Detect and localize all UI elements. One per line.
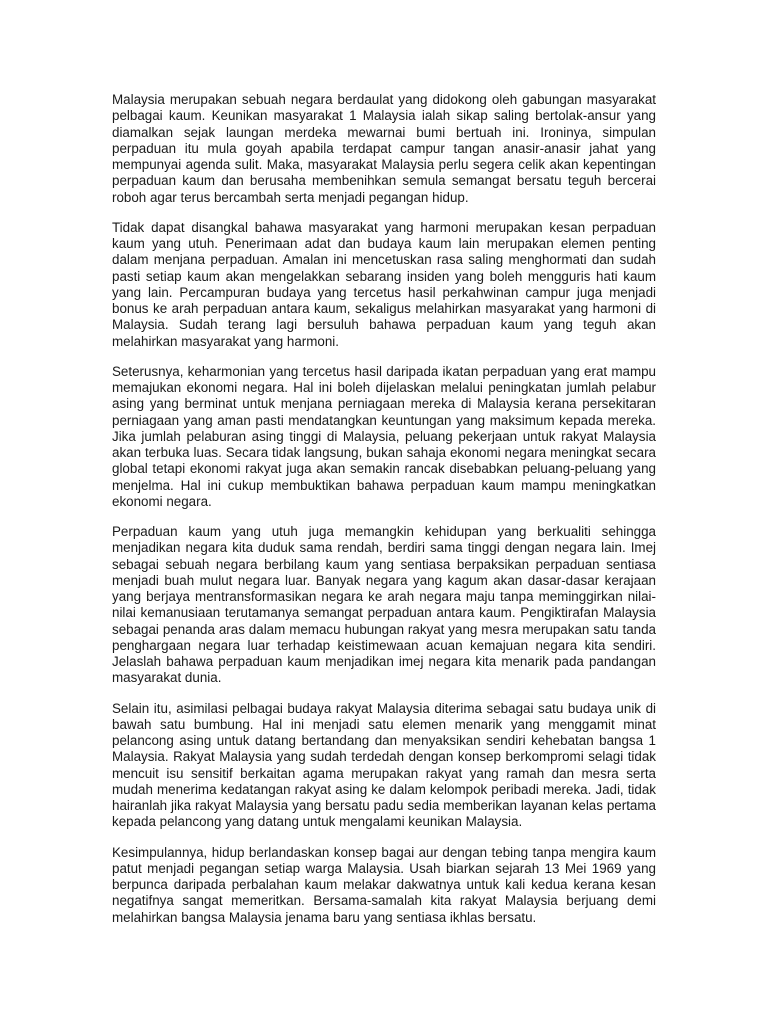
paragraph-imej-negara: Perpaduan kaum yang utuh juga memangkin kehidupan yang berkualiti sehingga menjadikan negara kita duduk sama rendah, berdiri sama tinggi dengan negara lain. Imej sebagai sebuah negara berbilang kaum yang sentiasa berpaksikan perpaduan sentiasa menjadi buah mulut negara luar. Banyak negara yang kagum akan dasar-dasar kerajaan yang berjaya mentransformasikan negara ke arah negara maju tanpa meminggirkan nilai-nilai kemanusiaan terutamanya semangat perpaduan antara kaum. Pengiktirafan Malaysia sebagai penanda aras dalam memacu hubungan rakyat yang mesra merupakan satu tanda penghargaan negara luar terhadap keistimewaan acuan kemajuan negara kita sendiri. Jelaslah bahawa perpaduan kaum menjadikan imej negara kita menarik pada pandangan masyarakat dunia. (112, 524, 656, 686)
document-page (112, 92, 656, 940)
paragraph-introduction: Malaysia merupakan sebuah negara berdaulat yang didokong oleh gabungan masyarakat pelbagai kaum. Keunikan masyarakat 1 Malaysia ialah sikap saling bertolak-ansur yang diamalkan sejak laungan merdeka mewarnai bumi bertuah ini. Ironinya, simpulan perpaduan itu mula goyah apabila terdapat campur tangan anasir-anasir jahat yang mempunyai agenda sulit. Maka, masyarakat Malaysia perlu segera celik akan kepentingan perpaduan kaum dan berusaha membenihkan semula semangat bersatu teguh bercerai roboh agar terus bercambah serta menjadi pegangan hidup. (112, 92, 656, 205)
paragraph-pelancongan: Selain itu, asimilasi pelbagai budaya rakyat Malaysia diterima sebagai satu budaya unik di bawah satu bumbung. Hal ini menjadi satu elemen menarik yang menggamit minat pelancong asing untuk datang bertandang dan menyaksikan sendiri kehebatan bangsa 1 Malaysia. Rakyat Malaysia yang sudah terdedah dengan konsep berkompromi selagi tidak mencuit isu sensitif berkaitan agama merupakan rakyat yang ramah dan mesra serta mudah menerima kedatangan rakyat asing ke dalam kelompok peribadi mereka. Jadi, tidak hairanlah jika rakyat Malaysia yang bersatu padu sedia memberikan layanan kelas pertama kepada pelancong yang datang untuk mengalami keunikan Malaysia. (112, 700, 656, 830)
paragraph-kesimpulan: Kesimpulannya, hidup berlandaskan konsep bagai aur dengan tebing tanpa mengira kaum patut menjadi pegangan setiap warga Malaysia. Usah biarkan sejarah 13 Mei 1969 yang berpunca daripada perbalahan kaum melakar dakwatnya untuk kali kedua kerana kesan negatifnya sangat memeritkan. Bersama-samalah kita rakyat Malaysia berjuang demi melahirkan bangsa Malaysia jenama baru yang sentiasa ikhlas bersatu. (112, 844, 656, 925)
paragraph-harmoni: Tidak dapat disangkal bahawa masyarakat yang harmoni merupakan kesan perpaduan kaum yang utuh. Penerimaan adat dan budaya kaum lain merupakan elemen penting dalam menjana perpaduan. Amalan ini mencetuskan rasa saling menghormati dan sudah pasti setiap kaum akan mengelakkan sebarang insiden yang boleh mengguris hati kaum yang lain. Percampuran budaya yang tercetus hasil perkahwinan campur juga menjadi bonus ke arah perpaduan antara kaum, sekaligus melahirkan masyarakat yang harmoni di Malaysia. Sudah terang lagi bersuluh bahawa perpaduan kaum yang teguh akan melahirkan masyarakat yang harmoni. (112, 219, 656, 349)
paragraph-ekonomi: Seterusnya, keharmonian yang tercetus hasil daripada ikatan perpaduan yang erat mampu memajukan ekonomi negara. Hal ini boleh dijelaskan melalui peningkatan jumlah pelabur asing yang berminat untuk menjana perniagaan mereka di Malaysia kerana persekitaran perniagaan yang aman pasti mendatangkan keuntungan yang maksimum kepada mereka. Jika jumlah pelaburan asing tinggi di Malaysia, peluang pekerjaan untuk rakyat Malaysia akan terbuka luas. Secara tidak langsung, bukan sahaja ekonomi negara meningkat secara global tetapi ekonomi rakyat juga akan semakin rancak disebabkan peluang-peluang yang menjelma. Hal ini cukup membuktikan bahawa perpaduan kaum mampu meningkatkan ekonomi negara. (112, 363, 656, 509)
